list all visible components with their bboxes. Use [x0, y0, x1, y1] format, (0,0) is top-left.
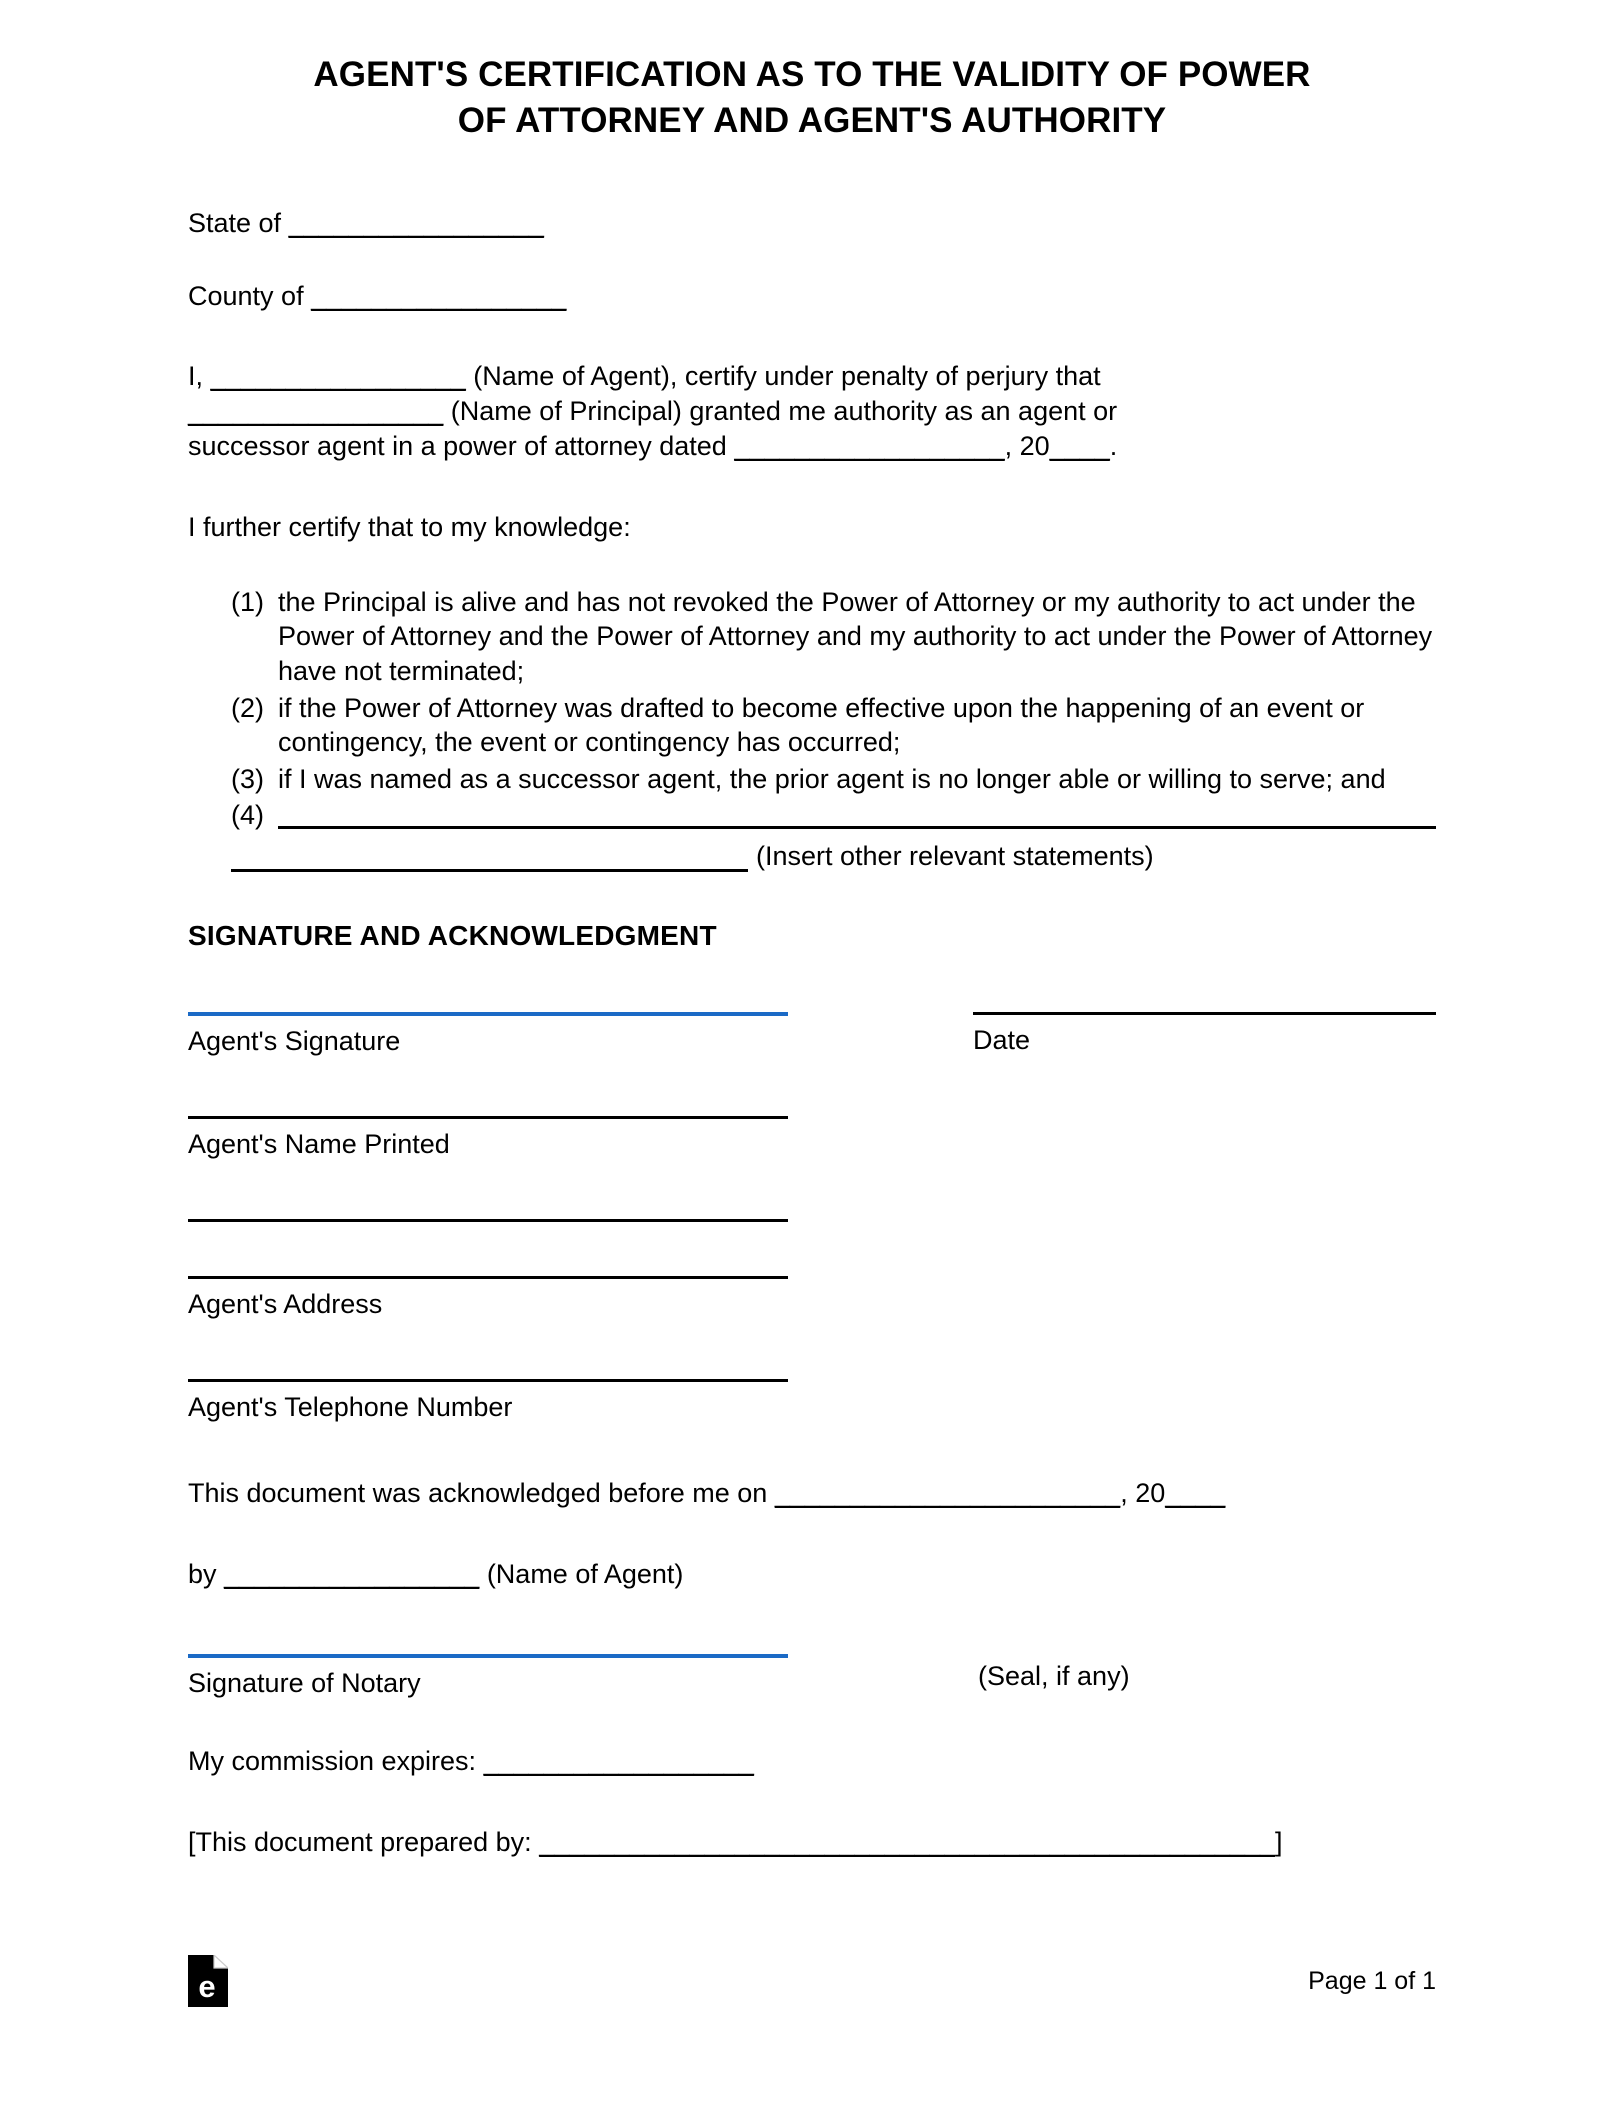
statement-4-blank-line-2[interactable]	[231, 839, 748, 872]
insert-statements-note: (Insert other relevant statements)	[756, 840, 1154, 871]
title-line-1: AGENT'S CERTIFICATION AS TO THE VALIDITY OF POWER	[313, 55, 1311, 94]
certification-line-2	[188, 394, 1436, 429]
agent-address-line-1[interactable]	[188, 1219, 788, 1222]
county-of-field	[188, 279, 1436, 314]
state-of-blank[interactable]: _________________	[288, 208, 544, 239]
date-field	[973, 1012, 1436, 1058]
notary-signature-label: Signature of Notary	[188, 1667, 421, 1698]
statement-text: if the Power of Attorney was drafted to become effective upon the happening of an event or contingency, the event or contingency has occurred;	[278, 692, 1365, 758]
agent-signature-line[interactable]	[188, 1012, 788, 1016]
seal-note: (Seal, if any)	[978, 1660, 1130, 1691]
agent-name-blank[interactable]: _________________	[210, 360, 466, 391]
agent-address-field	[188, 1276, 1436, 1321]
cert-line3-suffix: .	[1109, 430, 1118, 461]
statement-marker: (1)	[231, 586, 264, 617]
further-certify-line: I further certify that to my knowledge:	[188, 511, 631, 542]
statements-list	[188, 585, 1436, 872]
ack-year-blank[interactable]: ____	[1165, 1477, 1226, 1508]
principal-name-blank[interactable]: _________________	[188, 395, 444, 426]
cert-line1-suffix: (Name of Agent), certify under penalty of perjury that	[465, 360, 1101, 391]
prepared-by-suffix: ]	[1274, 1826, 1283, 1857]
agent-signature-label: Agent's Signature	[188, 1025, 401, 1056]
statement-marker: (2)	[231, 692, 264, 723]
list-item	[188, 762, 1436, 797]
page-title	[188, 52, 1436, 144]
agent-signature-field	[188, 1012, 788, 1058]
cert-line2-suffix: (Name of Principal) granted me authority as an agent or	[443, 395, 1118, 426]
by-suffix: (Name of Agent)	[479, 1558, 684, 1589]
prepared-by-label: [This document prepared by:	[188, 1826, 540, 1857]
cert-line3-prefix: successor agent in a power of attorney dated	[188, 430, 735, 461]
statement-marker: (3)	[231, 763, 264, 794]
notary-signature-field	[188, 1654, 788, 1700]
ack-date-blank[interactable]: _______________________	[774, 1477, 1121, 1508]
ack-prefix: This document was acknowledged before me on	[188, 1477, 775, 1508]
poa-year-blank[interactable]: ____	[1049, 430, 1110, 461]
date-label: Date	[973, 1024, 1031, 1055]
certification-line-1	[188, 359, 1436, 394]
date-line[interactable]	[973, 1012, 1436, 1015]
by-agent-name-blank[interactable]: _________________	[224, 1558, 480, 1589]
agent-address-line-2[interactable]	[188, 1276, 788, 1279]
certification-paragraph	[188, 359, 1436, 464]
commission-expires-line	[188, 1744, 1436, 1779]
commission-label: My commission expires:	[188, 1745, 484, 1776]
poa-date-blank[interactable]: __________________	[734, 430, 1005, 461]
prepared-by-blank[interactable]: _________________________________________________	[539, 1826, 1275, 1857]
statement-marker: (4)	[231, 800, 264, 831]
agent-signature-row	[188, 1012, 1436, 1058]
list-item-blank	[188, 798, 1436, 833]
state-of-field	[188, 206, 1436, 241]
page-number: Page 1 of 1	[1308, 1966, 1436, 1995]
agent-name-printed-field	[188, 1116, 1436, 1161]
county-of-blank[interactable]: _________________	[311, 281, 567, 312]
title-line-2: OF ATTORNEY AND AGENT'S AUTHORITY	[457, 101, 1167, 141]
acknowledgment-line	[188, 1476, 1436, 1511]
agent-telephone-label: Agent's Telephone Number	[188, 1391, 513, 1422]
agent-telephone-field	[188, 1379, 1436, 1424]
document-content	[188, 0, 1436, 1860]
ack-mid: , 20	[1120, 1477, 1166, 1508]
list-item	[188, 691, 1436, 760]
agent-name-printed-label: Agent's Name Printed	[188, 1128, 450, 1159]
statement-4-second-row	[188, 839, 1436, 872]
eforms-logo-icon[interactable]	[188, 1955, 228, 2007]
prepared-by-line	[188, 1825, 1436, 1860]
by-prefix: by	[188, 1558, 225, 1589]
cert-line1-prefix: I,	[188, 360, 211, 391]
cert-line3-mid: , 20	[1004, 430, 1050, 461]
statement-text: if I was named as a successor agent, the prior agent is no longer able or willing to serve; and	[278, 763, 1386, 794]
agent-address-line-1-field	[188, 1219, 1436, 1222]
agent-address-label: Agent's Address	[188, 1288, 383, 1319]
agent-name-printed-line[interactable]	[188, 1116, 788, 1119]
notary-signature-row	[188, 1654, 1436, 1700]
acknowledged-by-line	[188, 1557, 1436, 1592]
agent-telephone-line[interactable]	[188, 1379, 788, 1382]
list-item	[188, 585, 1436, 689]
state-of-label: State of	[188, 208, 289, 239]
commission-expires-blank[interactable]: __________________	[483, 1745, 754, 1776]
spacer	[788, 1012, 973, 1058]
notary-signature-line[interactable]	[188, 1654, 788, 1658]
statement-text: the Principal is alive and has not revoked the Power of Attorney or my authority to act under the Power of Attorney and the Power of Attorney and my authority to act under the Power of Attorney have not terminated;	[278, 586, 1433, 687]
signature-section-heading: SIGNATURE AND ACKNOWLEDGMENT	[188, 919, 717, 951]
statement-4-blank-line-1[interactable]	[278, 798, 1436, 829]
certification-line-3	[188, 429, 1436, 464]
svg-text:e: e	[198, 1969, 216, 2004]
county-of-label: County of	[188, 281, 312, 312]
page-footer	[188, 1955, 1436, 2007]
